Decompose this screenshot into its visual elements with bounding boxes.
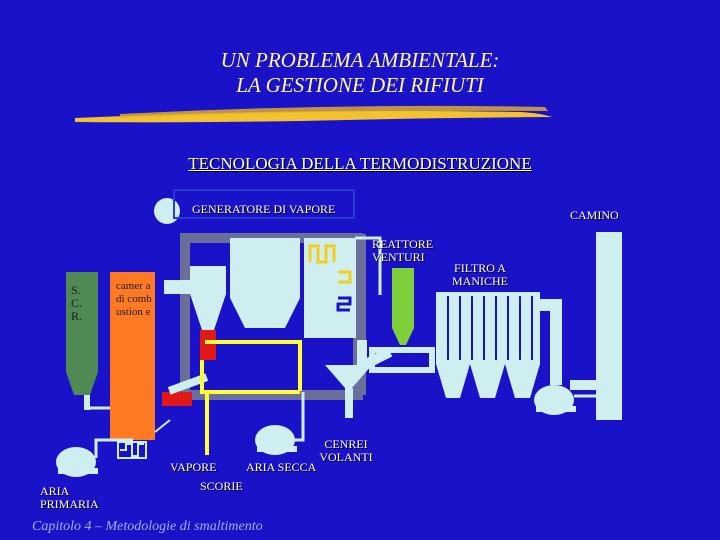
label-aria-secca: ARIA SECCA bbox=[246, 460, 317, 474]
circle-icon bbox=[154, 198, 180, 224]
label-scorie: SCORIE bbox=[200, 479, 243, 493]
slide-title-line2: LA GESTIONE DEI RIFIUTI bbox=[236, 73, 484, 97]
label-camino: CAMINO bbox=[570, 208, 619, 222]
red-block bbox=[162, 392, 192, 406]
reactor-venturi bbox=[392, 268, 414, 345]
boiler-sections bbox=[230, 238, 356, 338]
cyclone bbox=[164, 266, 226, 360]
diagram-subtitle: TECNOLOGIA DELLA TERMODISTRUZIONE bbox=[188, 154, 532, 173]
label-vapore: VAPORE bbox=[170, 460, 217, 474]
label-camera: camer a di comb ustion e bbox=[116, 280, 152, 318]
highlighter-stroke bbox=[75, 106, 552, 122]
slide-title-line1: UN PROBLEMA AMBIENTALE: bbox=[220, 48, 500, 72]
label-filtro: FILTRO A MANICHE bbox=[452, 261, 508, 288]
bag-filter bbox=[436, 292, 540, 398]
footer-caption: Capitolo 4 – Metodologie di smaltimento bbox=[32, 519, 263, 534]
label-reattore: REATTORE VENTURI bbox=[372, 237, 434, 264]
label-scr: S. C. R. bbox=[71, 283, 83, 323]
label-ceneri: CENREI VOLANTI bbox=[319, 437, 373, 464]
label-generatore: GENERATORE DI VAPORE bbox=[192, 202, 336, 216]
label-aria-primaria: ARIA PRIMARIA bbox=[40, 484, 99, 511]
